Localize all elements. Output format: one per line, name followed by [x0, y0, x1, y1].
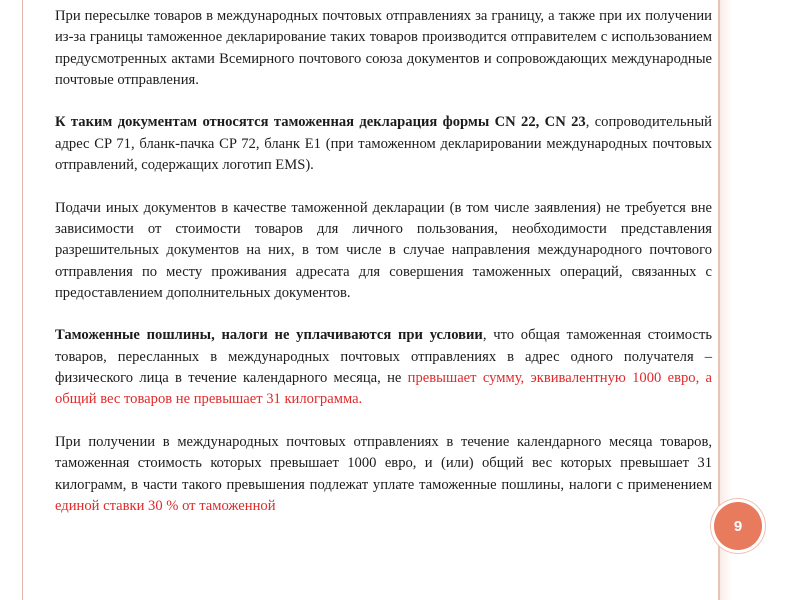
- paragraph-2-bold: К таким документам относятся таможенная декларация формы CN 22, CN 23: [55, 114, 586, 131]
- page-number: 9: [733, 517, 743, 535]
- paragraph-5-highlight: единой ставки 30 % от таможенной: [55, 497, 276, 514]
- page-number-badge: [714, 502, 762, 550]
- paragraph-1-text: При пересылке товаров в международных почтовых отправлениях за границу, а также при их получении из-за границы таможенное декларирование таких товаров производится отправителем с использованием предусмотренных актами Всемирного почтового союза документов и сопровождающих международные почтовые отправления.: [55, 8, 712, 88]
- paragraph-5: [55, 432, 712, 517]
- paragraph-3: [55, 198, 712, 304]
- paragraph-4-text: , что общая таможенная стоимость товаров, пересланных в международных почтовых отправлениях в адрес одного получателя – физического лица в течение календарного месяца, не: [55, 327, 712, 387]
- slide-body-text: [55, 6, 712, 538]
- paragraph-4-bold: Таможенные пошлины, налоги не уплачиваются при условии: [55, 327, 483, 344]
- left-border-line: [22, 0, 23, 600]
- paragraph-2: [55, 112, 712, 176]
- paragraph-1: [55, 6, 712, 91]
- paragraph-3-text: Подачи иных документов в качестве таможенной декларации (в том числе заявления) не требуется вне зависимости от стоимости товаров для личного пользования, необходимости представления разрешительных документов на них, в том числе в случае направления международного почтового отправления по месту проживания адресата для совершения таможенных операций, связанных с предоставлением дополнительных документов.: [55, 199, 712, 301]
- paragraph-5-text: При получении в международных почтовых отправлениях в течение календарного месяца товаров, таможенная стоимость которых превышает 1000 евро, и (или) общий вес которых превышает 31 килограмм, в части такого превышения подлежат уплате таможенные пошлины, налоги с применением: [55, 433, 712, 493]
- paragraph-4: [55, 325, 712, 410]
- paragraph-2-text: , сопроводительный адрес CP 71, бланк-пачка CP 72, бланк E1 (при таможенном декларировании международных почтовых отправлений, содержащих логотип EMS).: [55, 114, 712, 174]
- paragraph-4-highlight: превышает сумму, эквивалентную 1000 евро, а общий вес товаров не превышает 31 килограмма.: [55, 370, 712, 408]
